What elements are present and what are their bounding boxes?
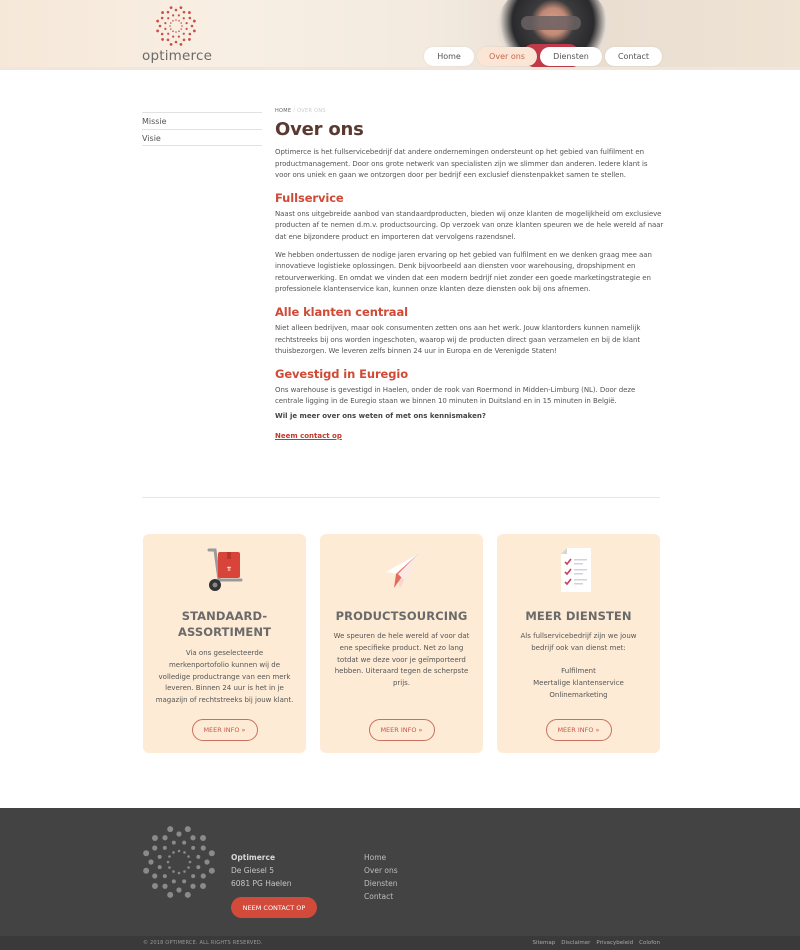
list-item: Meertalige klantenservice bbox=[533, 678, 624, 687]
list-item: Fulfilment bbox=[561, 667, 596, 675]
link-colofon[interactable]: Colofon bbox=[639, 940, 660, 946]
footer-nav-diensten[interactable]: Diensten bbox=[364, 879, 398, 888]
sidebar bbox=[142, 112, 262, 146]
euregio-paragraph: Ons warehouse is gevestigd in Haelen, onder de rook van Roermond in Midden-Limburg (NL). Door deze centrale ligging in de Euregio staan we binnen 10 minuten in Duitsland en in 15 minuten in België. bbox=[275, 385, 636, 406]
services-list bbox=[509, 666, 648, 701]
breadcrumb-separator: / bbox=[293, 108, 296, 114]
card-text: Als fullservicebedrijf zijn we jouw bedrijf ook van dienst met: bbox=[520, 632, 637, 652]
legal-links bbox=[533, 940, 661, 946]
footer-nav bbox=[364, 851, 398, 903]
footer-logo-icon bbox=[143, 826, 215, 898]
breadcrumb-home[interactable]: HOME bbox=[275, 108, 292, 114]
card-title: MEER DIENSTEN bbox=[525, 609, 632, 623]
sidebar-item-missie[interactable]: Missie bbox=[142, 112, 262, 129]
link-privacybeleid[interactable]: Privacybeleid bbox=[596, 940, 634, 946]
footer-address bbox=[231, 851, 292, 890]
checklist-icon bbox=[549, 546, 609, 594]
street: De Giesel 5 bbox=[231, 866, 275, 875]
paper-plane-icon bbox=[372, 546, 432, 594]
service-cards bbox=[143, 534, 660, 753]
intro-paragraph: Optimerce is het fullservicebedrijf dat andere ondernemingen ondersteunt op het gebied van fulfilment en productmanagement. Door ons grote netwerk van specialisten zijn we slimmer dan anderen. Iedere klant is voor ons uniek en gaan we ontzorgen door per bedrijf een exclusief dienstenpakket samen te stellen. bbox=[275, 148, 648, 180]
alle-klanten-paragraph: Niet alleen bedrijven, maar ook consumenten zetten ons aan het werk. Jouw klantorders kunnen namelijk rechtstreeks bij ons worden ingeschoten, waarop wij de producten direct gaan verzamelen en bij de klant thuisbezorgen. We leveren zelfs binnen 24 uur in Europa en de Verenigde Staten! bbox=[275, 323, 641, 356]
hand-truck-icon bbox=[195, 546, 255, 594]
link-disclaimer[interactable]: Disclaimer bbox=[561, 940, 591, 946]
footer-contact-button[interactable]: NEEM CONTACT OP bbox=[231, 897, 317, 918]
heading-euregio: Gevestigd in Euregio bbox=[275, 366, 409, 381]
cta-question: Wil je meer over ons weten of met ons kennismaken? bbox=[275, 411, 486, 420]
logo[interactable] bbox=[142, 6, 212, 66]
page-title: Over ons bbox=[275, 119, 364, 140]
nav-home[interactable]: Home bbox=[424, 47, 474, 66]
copyright: © 2018 OPTIMERCE. ALL RIGHTS RESERVED. bbox=[143, 940, 263, 946]
meer-info-button[interactable]: MEER INFO » bbox=[369, 719, 435, 741]
fullservice-paragraph-1: Naast ons uitgebreide aanbod van standaardproducten, bieden wij onze klanten de mogelijkheid om exclusieve producten af te nemen d.m.v. productsourcing. Op verzoek van onze klanten speuren we de hele wereld af naar dat ene bijzondere product en importeren dat vervolgens razendsnel. bbox=[275, 209, 664, 241]
card-meer-diensten bbox=[497, 534, 660, 753]
meer-info-button[interactable]: MEER INFO » bbox=[192, 719, 258, 741]
list-item: Onlinemarketing bbox=[549, 690, 608, 699]
heading-fullservice: Fullservice bbox=[275, 190, 344, 205]
heading-alle-klanten: Alle klanten centraal bbox=[275, 304, 408, 319]
site-header bbox=[0, 0, 800, 70]
logo-text: optimerce bbox=[142, 48, 213, 64]
link-sitemap[interactable]: Sitemap bbox=[532, 940, 556, 946]
footer-nav-contact[interactable]: Contact bbox=[364, 892, 394, 901]
svg-text:⇈: ⇈ bbox=[225, 566, 232, 573]
meer-info-button[interactable]: MEER INFO » bbox=[546, 719, 612, 741]
fullservice-paragraph-2: We hebben ondertussen de nodige jaren ervaring op het gebied van fulfilment en we denken graag mee aan innovatieve logistieke oplossingen. Denk bijvoorbeeld aan diensten voor warehousing, dropshipment en retourverwerking. En omdat we vinden dat een modern bedrijf niet zonder een goede marketingstrategie en professionele klantenservice kan, kunnen onze klanten deze diensten ook bij ons afnemen. bbox=[275, 250, 652, 294]
contact-link[interactable]: Neem contact op bbox=[275, 431, 342, 440]
main-content bbox=[275, 108, 665, 442]
footer-nav-home[interactable]: Home bbox=[364, 853, 387, 862]
card-title: STANDAARD- ASSORTIMENT bbox=[177, 609, 272, 639]
nav-contact[interactable]: Contact bbox=[605, 47, 662, 66]
card-standaard-assortiment bbox=[143, 534, 306, 753]
nav-diensten[interactable]: Diensten bbox=[540, 47, 602, 66]
sidebar-item-visie[interactable]: Visie bbox=[142, 129, 262, 146]
breadcrumb bbox=[275, 108, 665, 117]
card-text: We speuren de hele wereld af voor dat ene specifieke product. Net zo lang totdat we deze voor je geïmporteerd hebben. Uiteraard tegen de scherpste prijs. bbox=[333, 632, 470, 688]
card-productsourcing bbox=[320, 534, 483, 753]
footer-nav-over-ons[interactable]: Over ons bbox=[364, 866, 398, 875]
logo-mark-icon bbox=[156, 6, 196, 46]
breadcrumb-current: OVER ONS bbox=[297, 108, 326, 114]
site-footer bbox=[0, 808, 800, 936]
main-nav bbox=[424, 47, 662, 66]
company-name: Optimerce bbox=[231, 853, 276, 862]
card-text: Via ons geselecteerde merkenportofolio kunnen wij de volledige productrange van een merk leveren. Binnen 24 uur is het in je magazijn of rechtstreeks bij jouw klant. bbox=[155, 649, 294, 705]
bottom-bar bbox=[0, 936, 800, 950]
city: 6081 PG Haelen bbox=[231, 879, 292, 888]
section-divider bbox=[142, 497, 660, 498]
card-title: PRODUCTSOURCING bbox=[335, 609, 468, 623]
nav-over-ons[interactable]: Over ons bbox=[477, 47, 537, 66]
